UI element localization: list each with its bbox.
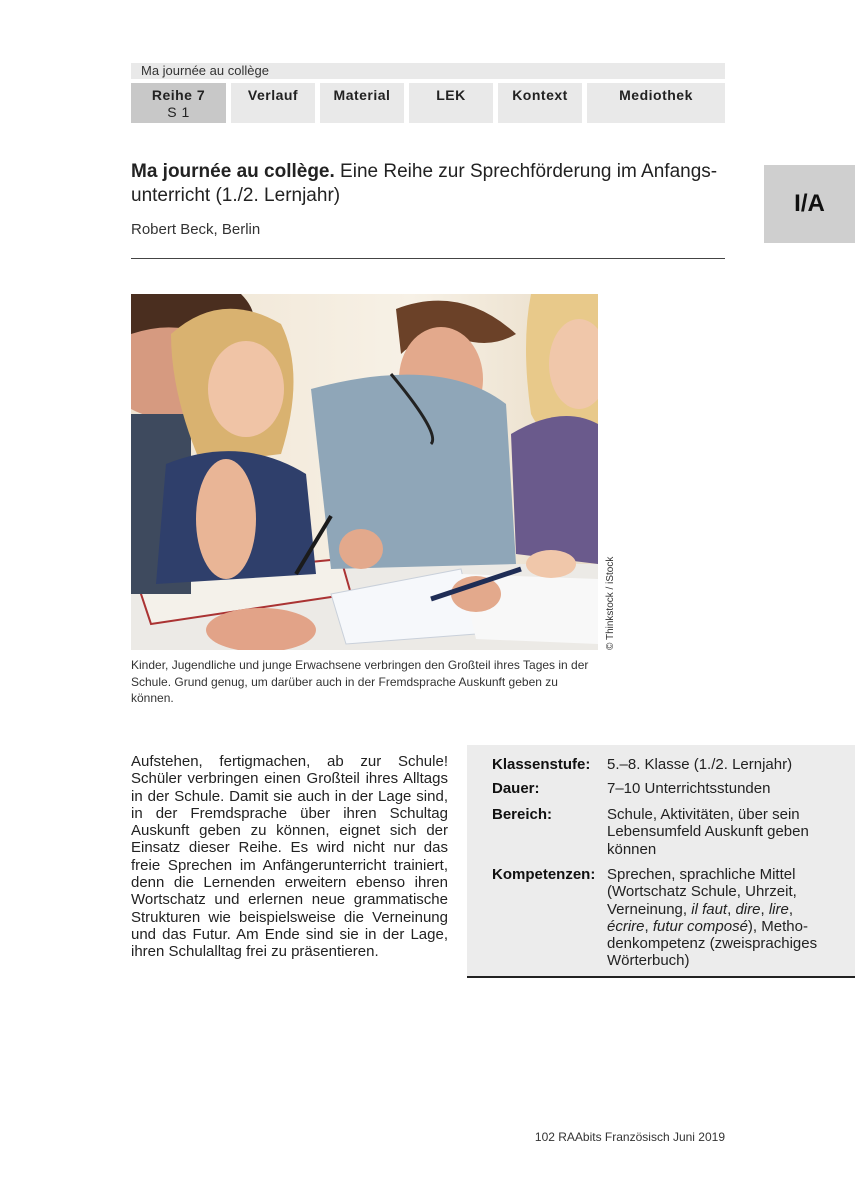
kompetenzen-sep-3: , <box>788 900 793 918</box>
dauer-label: Dauer: <box>492 780 540 797</box>
kompetenzen-sep-4: , <box>644 917 653 935</box>
tab-reihe[interactable] <box>131 83 226 123</box>
bereich-label: Bereich: <box>492 806 553 823</box>
page-title <box>131 160 731 208</box>
tab-reihe-label: Reihe 7 <box>151 87 206 103</box>
tab-material[interactable] <box>320 83 404 123</box>
kompetenzen-italic-5: futur composé <box>652 917 748 935</box>
kompetenzen-italic-3: lire <box>768 900 789 918</box>
klassenstufe-value: 5.–8. Klasse (1./2. Lernjahr) <box>607 756 793 773</box>
tab-mediothek-label: Mediothek <box>619 87 693 103</box>
tab-verlauf-label: Verlauf <box>247 87 299 103</box>
kompetenzen-sep-1: , <box>727 900 736 918</box>
kompetenzen-italic-2: dire <box>735 900 761 918</box>
photo-credit: © Thinkstock / iStock <box>605 556 616 650</box>
tab-lek[interactable] <box>409 83 493 123</box>
students-photo <box>131 294 598 650</box>
tab-lek-label: LEK <box>436 87 466 103</box>
info-box <box>467 745 855 978</box>
kompetenzen-text-a: Sprechen, sprachliche Mittel (Wortschatz Schule, Uhrzeit, Verneinung, <box>607 866 797 918</box>
tab-material-label: Material <box>333 87 391 103</box>
title-line2: unterricht (1./2. Lernjahr) <box>131 185 341 206</box>
tab-kontext[interactable] <box>498 83 582 123</box>
intro-paragraph: Aufstehen, fertigmachen, ab zur Schule! Schüler verbringen einen Großteil ihres Alltags in der Schule. Damit sie auch in der Lage sind, in der Fremdsprache über ihren Schultag Auskunft geben zu können, eignet sich der Einsatz dieser Reihe. Es wird nicht nur das freie Sprechen im Anfängerunterricht trainiert, denn die Lernenden erweitern ebenso ihren Wortschatz und erlernen neue grammatische Strukturen wie beispielsweise die Verneinung und das Futur. Am Ende sind sie in der Lage, ihren Schulalltag frei zu präsentieren. <box>131 753 448 961</box>
tab-mediothek[interactable] <box>587 83 725 123</box>
kompetenzen-italic-1: il faut <box>691 900 728 918</box>
kompetenzen-label: Kompetenzen: <box>492 866 596 883</box>
tab-reihe-sub: S 1 <box>167 104 190 120</box>
photo-caption: Kinder, Jugendliche und junge Erwachsene verbringen den Großteil ihres Tages in der Schule. Grund genug, um darüber auch in der Fremdsprache Auskunft geben zu können. <box>131 658 589 705</box>
title-bold: Ma journée au collège. <box>131 161 335 182</box>
klassenstufe-label: Klassenstufe: <box>492 756 591 773</box>
title-rest: Eine Reihe zur Sprechförderung im Anfangs- <box>334 161 718 182</box>
series-title-bar <box>131 63 725 79</box>
kompetenzen-value <box>607 866 837 970</box>
kompetenzen-sep-2: , <box>760 900 769 918</box>
series-title: Ma journée au collège <box>141 63 269 78</box>
dauer-value: 7–10 Unterrichtsstunden <box>607 780 771 797</box>
section-marker <box>764 165 855 243</box>
author: Robert Beck, Berlin <box>131 221 261 238</box>
students-photo-illustration <box>131 294 598 650</box>
divider <box>131 258 725 259</box>
kompetenzen-text-b: ), Methodenkompetenz (zweisprachiges Wörterbuch) <box>607 917 818 970</box>
tab-kontext-label: Kontext <box>512 87 568 103</box>
page-footer: 102 RAAbits Französisch Juni 2019 <box>534 1130 725 1144</box>
kompetenzen-italic-4: écrire <box>607 917 645 935</box>
section-marker-label: I/A <box>794 190 825 217</box>
tab-verlauf[interactable] <box>231 83 315 123</box>
bereich-value: Schule, Aktivitäten, über sein Lebensumfeld Auskunft geben können <box>607 806 809 858</box>
